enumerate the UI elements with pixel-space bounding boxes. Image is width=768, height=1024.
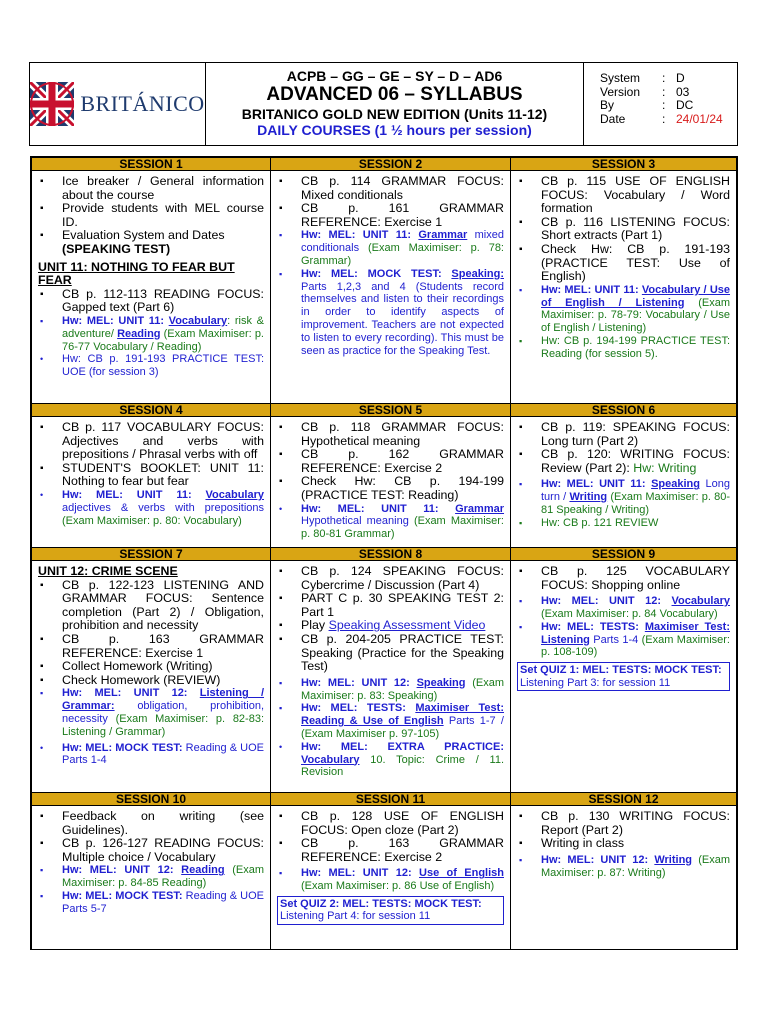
homework-item: • Hw: CB p. 191-193 PRACTICE TEST: UOE (for session 3) <box>40 353 264 379</box>
document-code: ACPB – GG – GE – SY – D – AD6 <box>286 68 503 84</box>
list-item: ▪ CB p. 130 WRITING FOCUS: Report (Part 2) <box>519 809 730 837</box>
session-header: SESSION 8 <box>270 547 511 561</box>
list-item: ▪ CB p. 163 GRAMMAR REFERENCE: Exercise 2 <box>279 836 504 864</box>
header-meta <box>584 63 737 145</box>
meta-value: 03 <box>676 84 690 99</box>
page-title: ADVANCED 06 – SYLLABUS <box>266 84 523 105</box>
session-cell <box>31 417 271 547</box>
meta-key: Version <box>600 84 641 99</box>
session-header: SESSION 4 <box>31 403 271 417</box>
list-item: ▪ Provide students with MEL course ID. <box>40 201 264 229</box>
session-cell <box>510 171 737 403</box>
list-item: ▪ CB p. 204-205 PRACTICE TEST: Speaking (Practice for the Speaking Test) <box>279 631 504 674</box>
homework-item: • Hw: MEL: MOCK TEST: Reading & UOE Parts 1-4 <box>40 741 264 767</box>
meta-value: DC <box>676 98 694 112</box>
quiz-box: Set QUIZ 1: MEL: TESTS: MOCK TEST: Listening Part 3: for session 11 <box>517 662 730 691</box>
homework-item: ▪ Hw: MEL: UNIT 11: Grammar mixed conditionals (Exam Maximiser: p. 78: Grammar) <box>279 229 504 267</box>
list-item: ▪ CB p. 161 GRAMMAR REFERENCE: Exercise 1 <box>279 201 504 229</box>
homework-item: ▪ Hw: MEL: UNIT 12: Vocabulary (Exam Maximiser: p. 84 Vocabulary) <box>519 595 731 620</box>
homework-item: ▪ Hw: MEL: UNIT 12: Use of English (Exam Maximiser: p. 86 Use of English) <box>279 867 504 893</box>
session-header: SESSION 7 <box>31 547 271 561</box>
list-item: ▪ CB p. 115 USE OF ENGLISH FOCUS: Vocabulary / Word formation <box>519 174 730 216</box>
list-item: ▪ Check Hw: CB p. 194-199 (PRACTICE TEST: Reading) <box>279 474 504 502</box>
session-header: SESSION 5 <box>270 403 511 417</box>
homework-item: ▪ Hw: MEL: UNIT 11: Vocabulary / Use of English / Listening (Exam Maximiser: p. 78-79: Vocabulary / Use of English / Listening) <box>519 283 731 335</box>
list-item: ▪ Ice breaker / General information about the course <box>40 174 264 202</box>
list-item: ▪ Evaluation System and Dates (SPEAKING TEST) <box>40 228 225 256</box>
session-header: SESSION 11 <box>270 792 511 806</box>
courses-label: DAILY COURSES (1 ½ hours per session) <box>257 122 532 138</box>
list-item: ▪ CB p. 128 USE OF ENGLISH FOCUS: Open cloze (Part 2) <box>279 809 504 837</box>
document-header <box>29 62 738 146</box>
list-item: ▪ CB p. 117 VOCABULARY FOCUS: Adjectives and verbs with prepositions / Phrasal verbs with off <box>40 420 264 462</box>
homework-item: ▪ Hw: MEL: MOCK TEST: Speaking: Parts 1,2,3 and 4 (Students record themselves and listen to their recordings in order to identify aspects of improvement. Teachers are not expected to listen to every recording). This must be seen as practice for the Speaking Test. <box>279 267 504 357</box>
homework-item: • Hw: MEL: UNIT 11: Vocabulary adjectives & verbs with prepositions (Exam Maximiser: p. 80: Vocabulary) <box>40 488 264 527</box>
session-header: SESSION 6 <box>510 403 737 417</box>
session-header: SESSION 10 <box>31 792 271 806</box>
session-header: SESSION 1 <box>31 157 271 171</box>
session-cell <box>31 561 271 792</box>
session-cell <box>270 171 511 403</box>
session-cell <box>510 561 737 792</box>
session-cell <box>270 561 511 792</box>
homework-item: ▪ Hw: MEL: TESTS: Maximiser Test: Listening Parts 1-4 (Exam Maximiser: p. 108-109) <box>519 620 730 659</box>
session-header: SESSION 9 <box>510 547 737 561</box>
session-cell <box>510 806 737 949</box>
session-cell <box>270 806 511 949</box>
list-item: ▪ Feedback on writing (see Guidelines). <box>40 809 264 837</box>
homework-item: ▪ Hw: MEL: UNIT 12: Writing (Exam Maximiser: p. 87: Writing) <box>519 853 730 879</box>
meta-row: Date : 24/01/24 <box>600 111 723 126</box>
homework-item: • Hw: MEL: EXTRA PRACTICE: Vocabulary 10. Topic: Crime / 11. Revision <box>279 740 504 779</box>
homework-item: ▪ Hw: MEL: TESTS: Maximiser Test: Reading & Use of English Parts 1-7 / (Exam Maximiser p. 97-105) <box>279 702 504 740</box>
meta-value: 24/01/24 <box>676 111 723 126</box>
homework-item: ▪ Hw: MEL: UNIT 12: Listening / Grammar: obligation, prohibition, necessity (Exam Maximiser: p. 82-83: Listening / Grammar) <box>40 687 265 738</box>
meta-row: Version : 03 <box>600 84 690 99</box>
homework-item: • Hw: MEL: UNIT 11: Grammar Hypothetical meaning (Exam Maximiser: p. 80-81 Grammar) <box>279 502 505 541</box>
homework-item: ▪ Hw: CB p. 121 REVIEW <box>519 516 659 529</box>
list-item[interactable]: ▪ Play Speaking Assessment Video <box>279 618 486 633</box>
meta-key: System <box>600 71 641 85</box>
meta-row: System : D <box>600 71 685 85</box>
meta-key: By <box>600 98 615 112</box>
unit-heading: UNIT 12: CRIME SCENE <box>38 564 178 578</box>
homework-item: ▪ Hw: MEL: UNIT 12: Reading (Exam Maximiser: p. 84-85 Reading) <box>40 864 264 890</box>
session-header: SESSION 12 <box>510 792 737 806</box>
list-item: ▪ CB p. 125 VOCABULARY FOCUS: Shopping online <box>519 564 730 592</box>
list-item: ▪ STUDENT'S BOOKLET: UNIT 11: Nothing to fear but fear <box>40 460 264 489</box>
homework-item: ▪ Hw: MEL: UNIT 11: Speaking Long turn / Writing (Exam Maximiser: p. 80-81 Speaking / Writing) <box>519 478 731 516</box>
meta-key: Date <box>600 111 626 126</box>
session-header: SESSION 3 <box>510 157 737 171</box>
list-item: ▪ Writing in class <box>519 836 625 851</box>
list-item: ▪ CB p. 162 GRAMMAR REFERENCE: Exercise 2 <box>279 447 504 475</box>
meta-value: D <box>676 71 685 85</box>
list-item: ▪ CB p. 120: WRITING FOCUS: Review (Part 2): Hw: Writing <box>519 447 730 475</box>
session-cell <box>31 806 271 949</box>
speaking-video-link[interactable]: Speaking Assessment Video <box>328 618 486 633</box>
session-header: SESSION 2 <box>270 157 511 171</box>
meta-row: By : DC <box>600 98 694 112</box>
list-item: ▪ CB p. 122-123 LISTENING AND GRAMMAR FOCUS: Sentence completion (Part 2) / Obligation, prohibition and necessity <box>40 577 264 633</box>
homework-item: ▪ Hw: MEL: MOCK TEST: Reading & UOE Parts 5-7 <box>40 889 264 915</box>
list-item: ▪ CB p. 112-113 READING FOCUS: Gapped text (Part 6) <box>40 286 264 315</box>
homework-item: ▪ Hw: MEL: UNIT 11: Vocabulary: risk & adventure/ Reading (Exam Maximiser: p. 76-77 Vocabulary / Reading) <box>40 314 264 353</box>
list-item: ▪ PART C p. 30 SPEAKING TEST 2: Part 1 <box>279 591 504 619</box>
session-cell <box>31 171 271 403</box>
list-item: ▪ CB p. 116 LISTENING FOCUS: Short extracts (Part 1) <box>519 214 730 243</box>
logo <box>30 63 206 145</box>
session-cell <box>510 417 737 547</box>
homework-item: ▪ Hw: MEL: UNIT 12: Speaking (Exam Maximiser: p. 83: Speaking) <box>279 676 505 702</box>
list-item: ▪ CB p. 163 GRAMMAR REFERENCE: Exercise 1 <box>40 631 264 660</box>
subtitle: BRITANICO GOLD NEW EDITION (Units 11-12) <box>241 106 548 122</box>
list-item: ▪ CB p. 126-127 READING FOCUS: Multiple choice / Vocabulary <box>40 836 264 864</box>
header-titles <box>206 63 584 145</box>
logo-text: BRITÁNICO <box>80 91 205 116</box>
list-item: ▪ CB p. 124 SPEAKING FOCUS: Cybercrime / Discussion (Part 4) <box>279 564 504 592</box>
session-cell <box>270 417 511 547</box>
list-item: ▪ CB p. 118 GRAMMAR FOCUS: Hypothetical meaning <box>279 420 504 448</box>
unit-heading: UNIT 11: NOTHING TO FEAR BUT FEAR <box>38 259 235 288</box>
union-jack-icon <box>30 82 74 126</box>
quiz-box: Set QUIZ 2: MEL: TESTS: MOCK TEST: Listening Part 4: for session 11 <box>277 896 504 925</box>
list-item: ▪ CB p. 114 GRAMMAR FOCUS: Mixed conditionals <box>279 174 504 202</box>
list-item: ▪ CB p. 119: SPEAKING FOCUS: Long turn (Part 2) <box>519 420 730 448</box>
list-item: ▪ Check Hw: CB p. 191-193 (PRACTICE TEST: Use of English) <box>519 241 730 284</box>
list-item: ▪ Collect Homework (Writing) <box>40 659 213 674</box>
homework-item: ▪ Hw: CB p. 194-199 PRACTICE TEST: Reading (for session 5). <box>519 334 730 360</box>
list-item: ▪ Check Homework (REVIEW) <box>40 672 221 687</box>
syllabus-table <box>30 156 738 950</box>
